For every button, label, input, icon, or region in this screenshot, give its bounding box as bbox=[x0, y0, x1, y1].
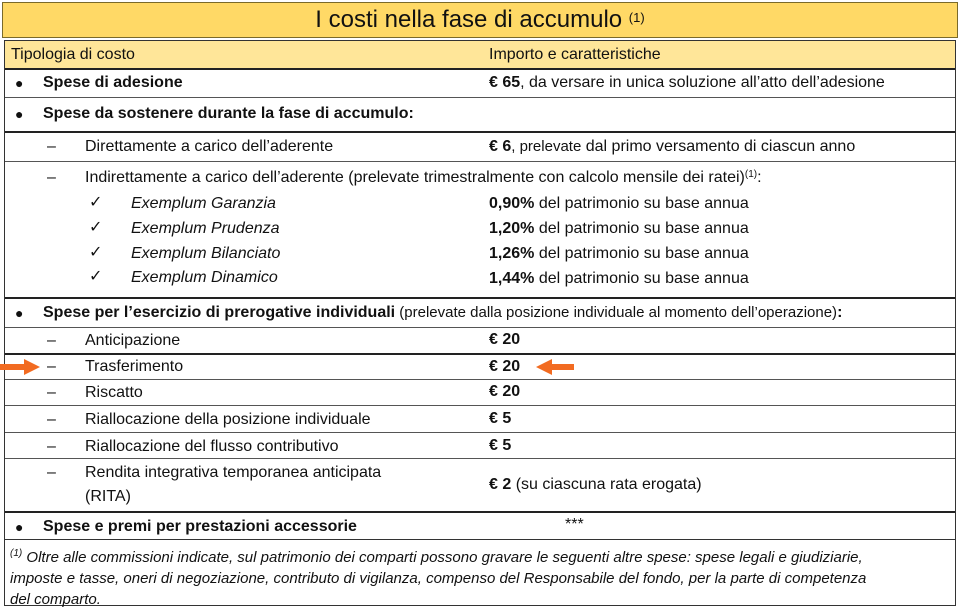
table-row bbox=[5, 459, 955, 510]
table-row bbox=[5, 328, 955, 353]
row-label: Direttamente a carico dell’aderente bbox=[85, 138, 334, 155]
table-row bbox=[5, 433, 955, 458]
dash: – bbox=[47, 169, 56, 186]
prerogative-desc: (prelevate dalla posizione individuale al momento dell’operazione) bbox=[395, 304, 838, 321]
table-row bbox=[5, 380, 955, 405]
amount: € 2 bbox=[489, 476, 512, 493]
bullet: ● bbox=[15, 519, 24, 535]
page-title bbox=[2, 2, 958, 38]
row-label-cont: (RITA) bbox=[85, 488, 131, 505]
amount-desc: (su ciascuna rata erogata) bbox=[511, 476, 702, 493]
row-label bbox=[85, 168, 762, 188]
header-col1: Tipologia di costo bbox=[11, 46, 135, 63]
dash: – bbox=[47, 411, 56, 428]
pct: 0,90% bbox=[489, 195, 535, 212]
table-row bbox=[5, 98, 955, 131]
indiretto-colon: : bbox=[757, 169, 762, 186]
amount: *** bbox=[565, 516, 584, 533]
pct-desc: del patrimonio su base annua bbox=[534, 220, 749, 237]
indiretto-note: (1) bbox=[744, 169, 758, 180]
arrow-right-icon bbox=[0, 358, 40, 376]
footnote-text-1: Oltre alle commissioni indicate, sul patrimonio dei comparti possono gravare le seguenti altre spese: spese legali e giudiziarie, bbox=[22, 549, 863, 566]
dash: – bbox=[47, 138, 56, 155]
comparto-cost bbox=[489, 219, 749, 239]
comparto-name: Exemplum Bilanciato bbox=[131, 245, 281, 262]
title-note: (1) bbox=[628, 10, 645, 25]
row-value bbox=[489, 73, 885, 93]
table-row bbox=[5, 69, 955, 97]
check-icon: ✓ bbox=[89, 219, 103, 236]
dash: – bbox=[47, 358, 56, 375]
prerogative-colon: : bbox=[837, 304, 843, 321]
footnote-mark: (1) bbox=[10, 548, 23, 559]
row-label: Rendita integrativa temporanea anticipata bbox=[85, 464, 382, 481]
comparto-cost bbox=[489, 194, 749, 214]
pct-desc: del patrimonio su base annua bbox=[534, 195, 749, 212]
comparto-name: Exemplum Garanzia bbox=[131, 195, 276, 212]
comparto-cost bbox=[489, 269, 749, 289]
amount: € 6 bbox=[489, 138, 512, 155]
bullet: ● bbox=[15, 75, 24, 91]
row-label: Spese e premi per prestazioni accessorie bbox=[43, 518, 357, 535]
row-label: Spese di adesione bbox=[43, 74, 183, 91]
bullet: ● bbox=[15, 106, 24, 122]
amount: € 65 bbox=[489, 74, 521, 91]
title-text: I costi nella fase di accumulo bbox=[315, 6, 623, 33]
row-label: Anticipazione bbox=[85, 332, 181, 349]
footnote-line: imposte e tasse, oneri di negoziazione, contributo di vigilanza, compenso del Responsabile del fondo, per la parte di competenza bbox=[10, 570, 867, 587]
check-icon: ✓ bbox=[89, 268, 103, 285]
arrow-left-icon bbox=[536, 358, 574, 376]
row-label: Spese da sostenere durante la fase di accumulo: bbox=[43, 105, 414, 122]
cost-table bbox=[4, 40, 956, 540]
amount: € 20 bbox=[489, 383, 521, 400]
row-label: Trasferimento bbox=[85, 358, 184, 375]
dash: – bbox=[47, 438, 56, 455]
pct: 1,26% bbox=[489, 245, 535, 262]
table-row bbox=[5, 406, 955, 432]
table-row bbox=[5, 162, 955, 292]
pct: 1,44% bbox=[489, 270, 535, 287]
table-row bbox=[5, 355, 955, 379]
dash: – bbox=[47, 332, 56, 349]
row-value bbox=[489, 137, 855, 157]
table-row bbox=[5, 133, 955, 161]
row-label: Riallocazione della posizione individuale bbox=[85, 411, 371, 428]
table-row bbox=[5, 513, 955, 541]
amount: € 5 bbox=[489, 410, 512, 427]
pct-desc: del patrimonio su base annua bbox=[534, 270, 749, 287]
row-label bbox=[43, 303, 842, 323]
row-label: Riscatto bbox=[85, 384, 143, 401]
row-value bbox=[489, 475, 702, 495]
header-col2: Importo e caratteristiche bbox=[489, 46, 661, 63]
footnote-line bbox=[10, 543, 950, 568]
indiretto-label: Indirettamente a carico dell’aderente (prelevate trimestralmente con calcolo mensile dei ratei) bbox=[85, 169, 745, 186]
footnote-line: del comparto. bbox=[10, 591, 101, 608]
amount: € 20 bbox=[489, 331, 521, 348]
check-icon: ✓ bbox=[89, 244, 103, 261]
amount: € 5 bbox=[489, 437, 512, 454]
comparto-cost bbox=[489, 244, 749, 264]
row-label: Riallocazione del flusso contributivo bbox=[85, 438, 339, 455]
table-header bbox=[5, 41, 955, 68]
table-row bbox=[5, 299, 955, 327]
bullet: ● bbox=[15, 305, 24, 321]
check-icon: ✓ bbox=[89, 194, 103, 211]
amount: € 20 bbox=[489, 358, 521, 375]
comparto-name: Exemplum Prudenza bbox=[131, 220, 280, 237]
footnote bbox=[10, 543, 950, 610]
dash: – bbox=[47, 464, 56, 481]
pct-desc: del patrimonio su base annua bbox=[534, 245, 749, 262]
amount-desc-a: , prelevate bbox=[511, 138, 582, 155]
comparto-name: Exemplum Dinamico bbox=[131, 269, 278, 286]
dash: – bbox=[47, 384, 56, 401]
amount-desc: , da versare in unica soluzione all’atto dell’adesione bbox=[520, 74, 885, 91]
amount-desc-b: dal primo versamento di ciascun anno bbox=[581, 138, 856, 155]
prerogative-label: Spese per l’esercizio di prerogative individuali bbox=[43, 304, 396, 321]
pct: 1,20% bbox=[489, 220, 535, 237]
